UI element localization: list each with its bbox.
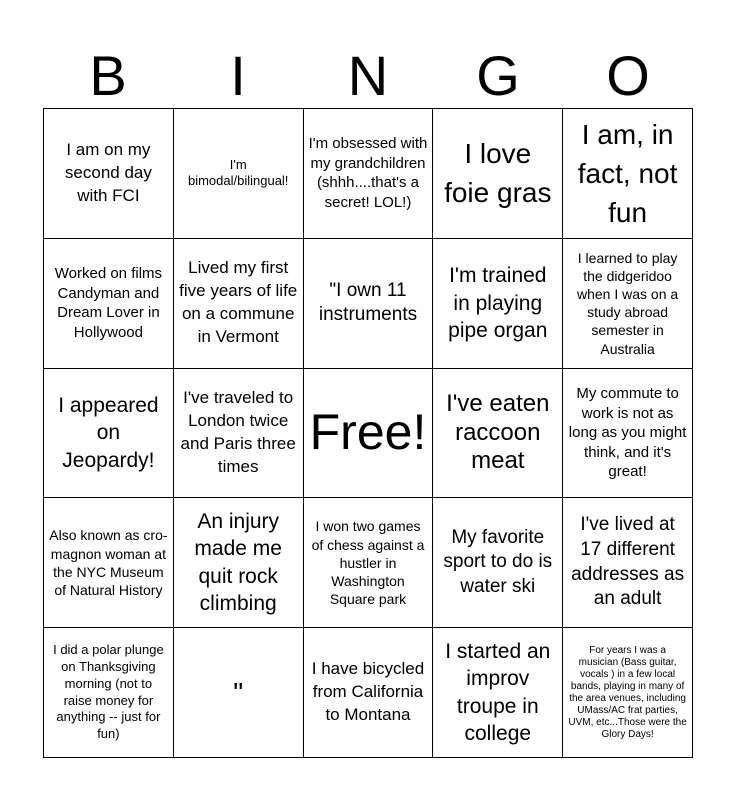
header-letter-g: G [476,44,520,107]
bingo-cell[interactable]: My favorite sport to do is water ski [433,498,563,628]
bingo-cell[interactable]: I am, in fact, not fun [563,109,693,239]
bingo-cell[interactable]: I did a polar plunge on Thanksgiving morning (not to raise money for anything -- just for fun) [44,628,174,758]
bingo-card-grid [43,108,693,758]
bingo-cell[interactable]: " [174,628,304,758]
bingo-cell[interactable]: An injury made me quit rock climbing [174,498,304,628]
bingo-cell[interactable]: I'm bimodal/bilingual! [174,109,304,239]
header-letter-i: I [230,44,246,107]
bingo-cell[interactable]: I love foie gras [433,109,563,239]
bingo-cell[interactable]: For years I was a musician (Bass guitar, vocals ) in a few local bands, playing in many of the area venues, including UMass/AC frat parties, UVM, etc...Those were the Glory Days! [563,628,693,758]
bingo-cell[interactable]: I am on my second day with FCI [44,109,174,239]
bingo-cell[interactable]: I'm trained in playing pipe organ [433,239,563,369]
bingo-cell[interactable]: I won two games of chess against a hustler in Washington Square park [304,498,434,628]
bingo-cell[interactable]: I appeared on Jeopardy! [44,369,174,499]
bingo-cell[interactable]: I'm obsessed with my grandchildren (shhh....that's a secret! LOL!) [304,109,434,239]
bingo-cell[interactable]: I've lived at 17 different addresses as an adult [563,498,693,628]
bingo-cell[interactable]: Worked on films Candyman and Dream Lover in Hollywood [44,239,174,369]
bingo-cell[interactable]: My commute to work is not as long as you might think, and it's great! [563,369,693,499]
bingo-cell[interactable]: Also known as cro-magnon woman at the NYC Museum of Natural History [44,498,174,628]
free-space-cell[interactable]: Free! [304,369,434,499]
bingo-cell[interactable]: I started an improv troupe in college [433,628,563,758]
header-letter-o: O [606,44,650,107]
header-letter-n: N [347,44,389,107]
bingo-header [43,44,693,108]
bingo-cell[interactable]: Lived my first five years of life on a commune in Vermont [174,239,304,369]
header-letter-b: B [89,44,127,107]
bingo-cell[interactable]: I've traveled to London twice and Paris three times [174,369,304,499]
bingo-cell[interactable]: I've eaten raccoon meat [433,369,563,499]
bingo-cell[interactable]: I learned to play the didgeridoo when I was on a study abroad semester in Australia [563,239,693,369]
bingo-cell[interactable]: I have bicycled from California to Montana [304,628,434,758]
bingo-cell[interactable]: "I own 11 instruments [304,239,434,369]
